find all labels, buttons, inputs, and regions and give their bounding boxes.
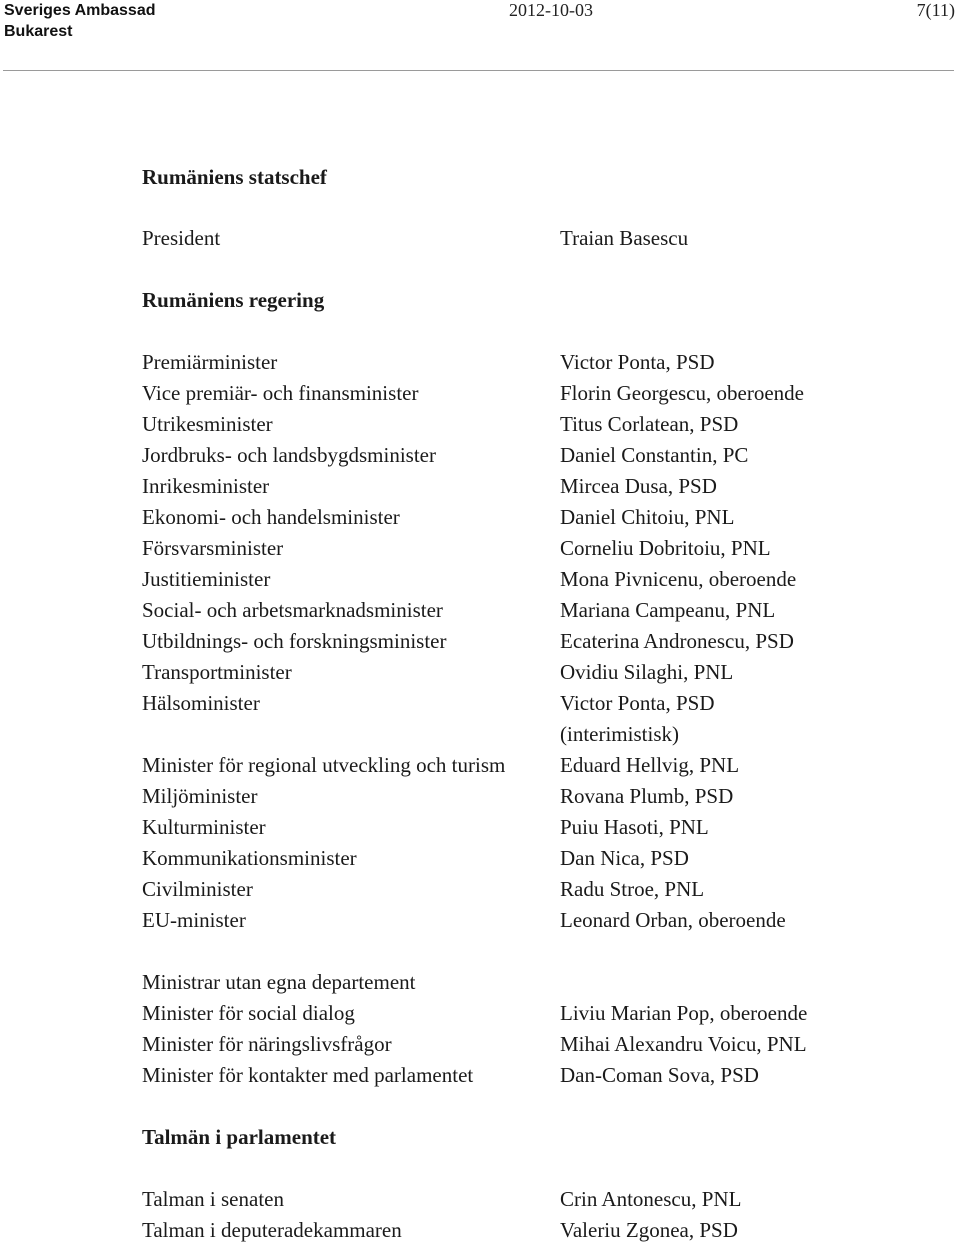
office-holder: Victor Ponta, PSD [560,691,715,715]
minister-row [0,440,960,471]
minister-row [0,688,960,719]
minister-row [0,874,960,905]
minister-row [0,812,960,843]
section-title-head-of-state: Rumäniens statschef [142,165,327,189]
office-label: Justitieminister [142,567,271,591]
office-holder: Eduard Hellvig, PNL [560,753,740,777]
office-holder: Valeriu Zgonea, PSD [560,1218,738,1242]
office-holder-note: (interimistisk) [560,722,679,746]
office-label: Kommunikationsminister [142,846,357,870]
minister-row [0,595,960,626]
office-label: Jordbruks- och landsbygdsminister [142,443,436,467]
office-holder: Dan Nica, PSD [560,846,689,870]
organization-city: Bukarest [4,23,73,40]
office-holder: Florin Georgescu, oberoende [560,381,804,405]
subsection-heading-without-portfolio: Ministrar utan egna departement [142,970,416,994]
minister-row [0,998,960,1029]
document-date: 2012-10-03 [509,0,593,20]
minister-row [0,626,960,657]
office-holder: Liviu Marian Pop, oberoende [560,1001,808,1025]
minister-row [0,657,960,688]
office-label: Utbildnings- och forskningsminister [142,629,447,653]
section-title-parliament: Talmän i parlamentet [142,1125,337,1149]
office-holder: Victor Ponta, PSD [560,350,715,374]
minister-row [0,502,960,533]
minister-row [0,1060,960,1091]
minister-row [0,1029,960,1060]
office-holder: Mihai Alexandru Voicu, PNL [560,1032,807,1056]
office-label: Inrikesminister [142,474,270,498]
office-label: Hälsominister [142,691,260,715]
office-label: Minister för kontakter med parlamentet [142,1063,474,1087]
office-holder: Titus Corlatean, PSD [560,412,739,436]
office-holder: Puiu Hasoti, PNL [560,815,709,839]
organization-name: Sveriges Ambassad [4,2,156,19]
office-holder: Daniel Chitoiu, PNL [560,505,735,529]
minister-row [0,533,960,564]
office-holder: Rovana Plumb, PSD [560,784,734,808]
minister-row [0,347,960,378]
minister-row [0,843,960,874]
office-holder: Radu Stroe, PNL [560,877,705,901]
office-label: Civilminister [142,877,253,901]
header-divider [3,70,954,71]
minister-row [0,781,960,812]
office-holder: Ecaterina Andronescu, PSD [560,629,794,653]
office-holder: Corneliu Dobritoiu, PNL [560,536,771,560]
office-holder: Mircea Dusa, PSD [560,474,717,498]
office-label: Transportminister [142,660,292,684]
office-label: Vice premiär- och finansminister [142,381,419,405]
office-label: Premiärminister [142,350,278,374]
office-holder: Mona Pivnicenu, oberoende [560,567,797,591]
office-holder: Ovidiu Silaghi, PNL [560,660,734,684]
minister-row [0,409,960,440]
office-holder: Daniel Constantin, PC [560,443,749,467]
page-number: 7(11) [916,0,955,20]
office-label: Miljöminister [142,784,258,808]
office-label: Minister för social dialog [142,1001,355,1025]
minister-row-continuation [0,719,960,750]
minister-row [0,564,960,595]
minister-row [0,471,960,502]
minister-row [0,905,960,936]
official-row [0,223,960,254]
office-label: EU-minister [142,908,246,932]
office-label: Talman i senaten [142,1187,284,1211]
speaker-row [0,1184,960,1215]
speaker-row [0,1215,960,1246]
office-label: Kulturminister [142,815,266,839]
office-label: Ekonomi- och handelsminister [142,505,400,529]
office-label: Social- och arbetsmarknadsminister [142,598,443,622]
section-title-government: Rumäniens regering [142,288,325,312]
minister-row [0,750,960,781]
office-holder: Crin Antonescu, PNL [560,1187,742,1211]
office-holder: Leonard Orban, oberoende [560,908,786,932]
office-label: Utrikesminister [142,412,273,436]
office-holder: Dan-Coman Sova, PSD [560,1063,759,1087]
office-label: Försvarsminister [142,536,284,560]
office-label: President [142,226,221,250]
minister-row [0,378,960,409]
office-holder: Traian Basescu [560,226,689,250]
office-label: Minister för regional utveckling och turism [142,753,506,777]
office-label: Talman i deputeradekammaren [142,1218,402,1242]
office-holder: Mariana Campeanu, PNL [560,598,776,622]
office-label: Minister för näringslivsfrågor [142,1032,392,1056]
document-header-organization [4,0,155,42]
